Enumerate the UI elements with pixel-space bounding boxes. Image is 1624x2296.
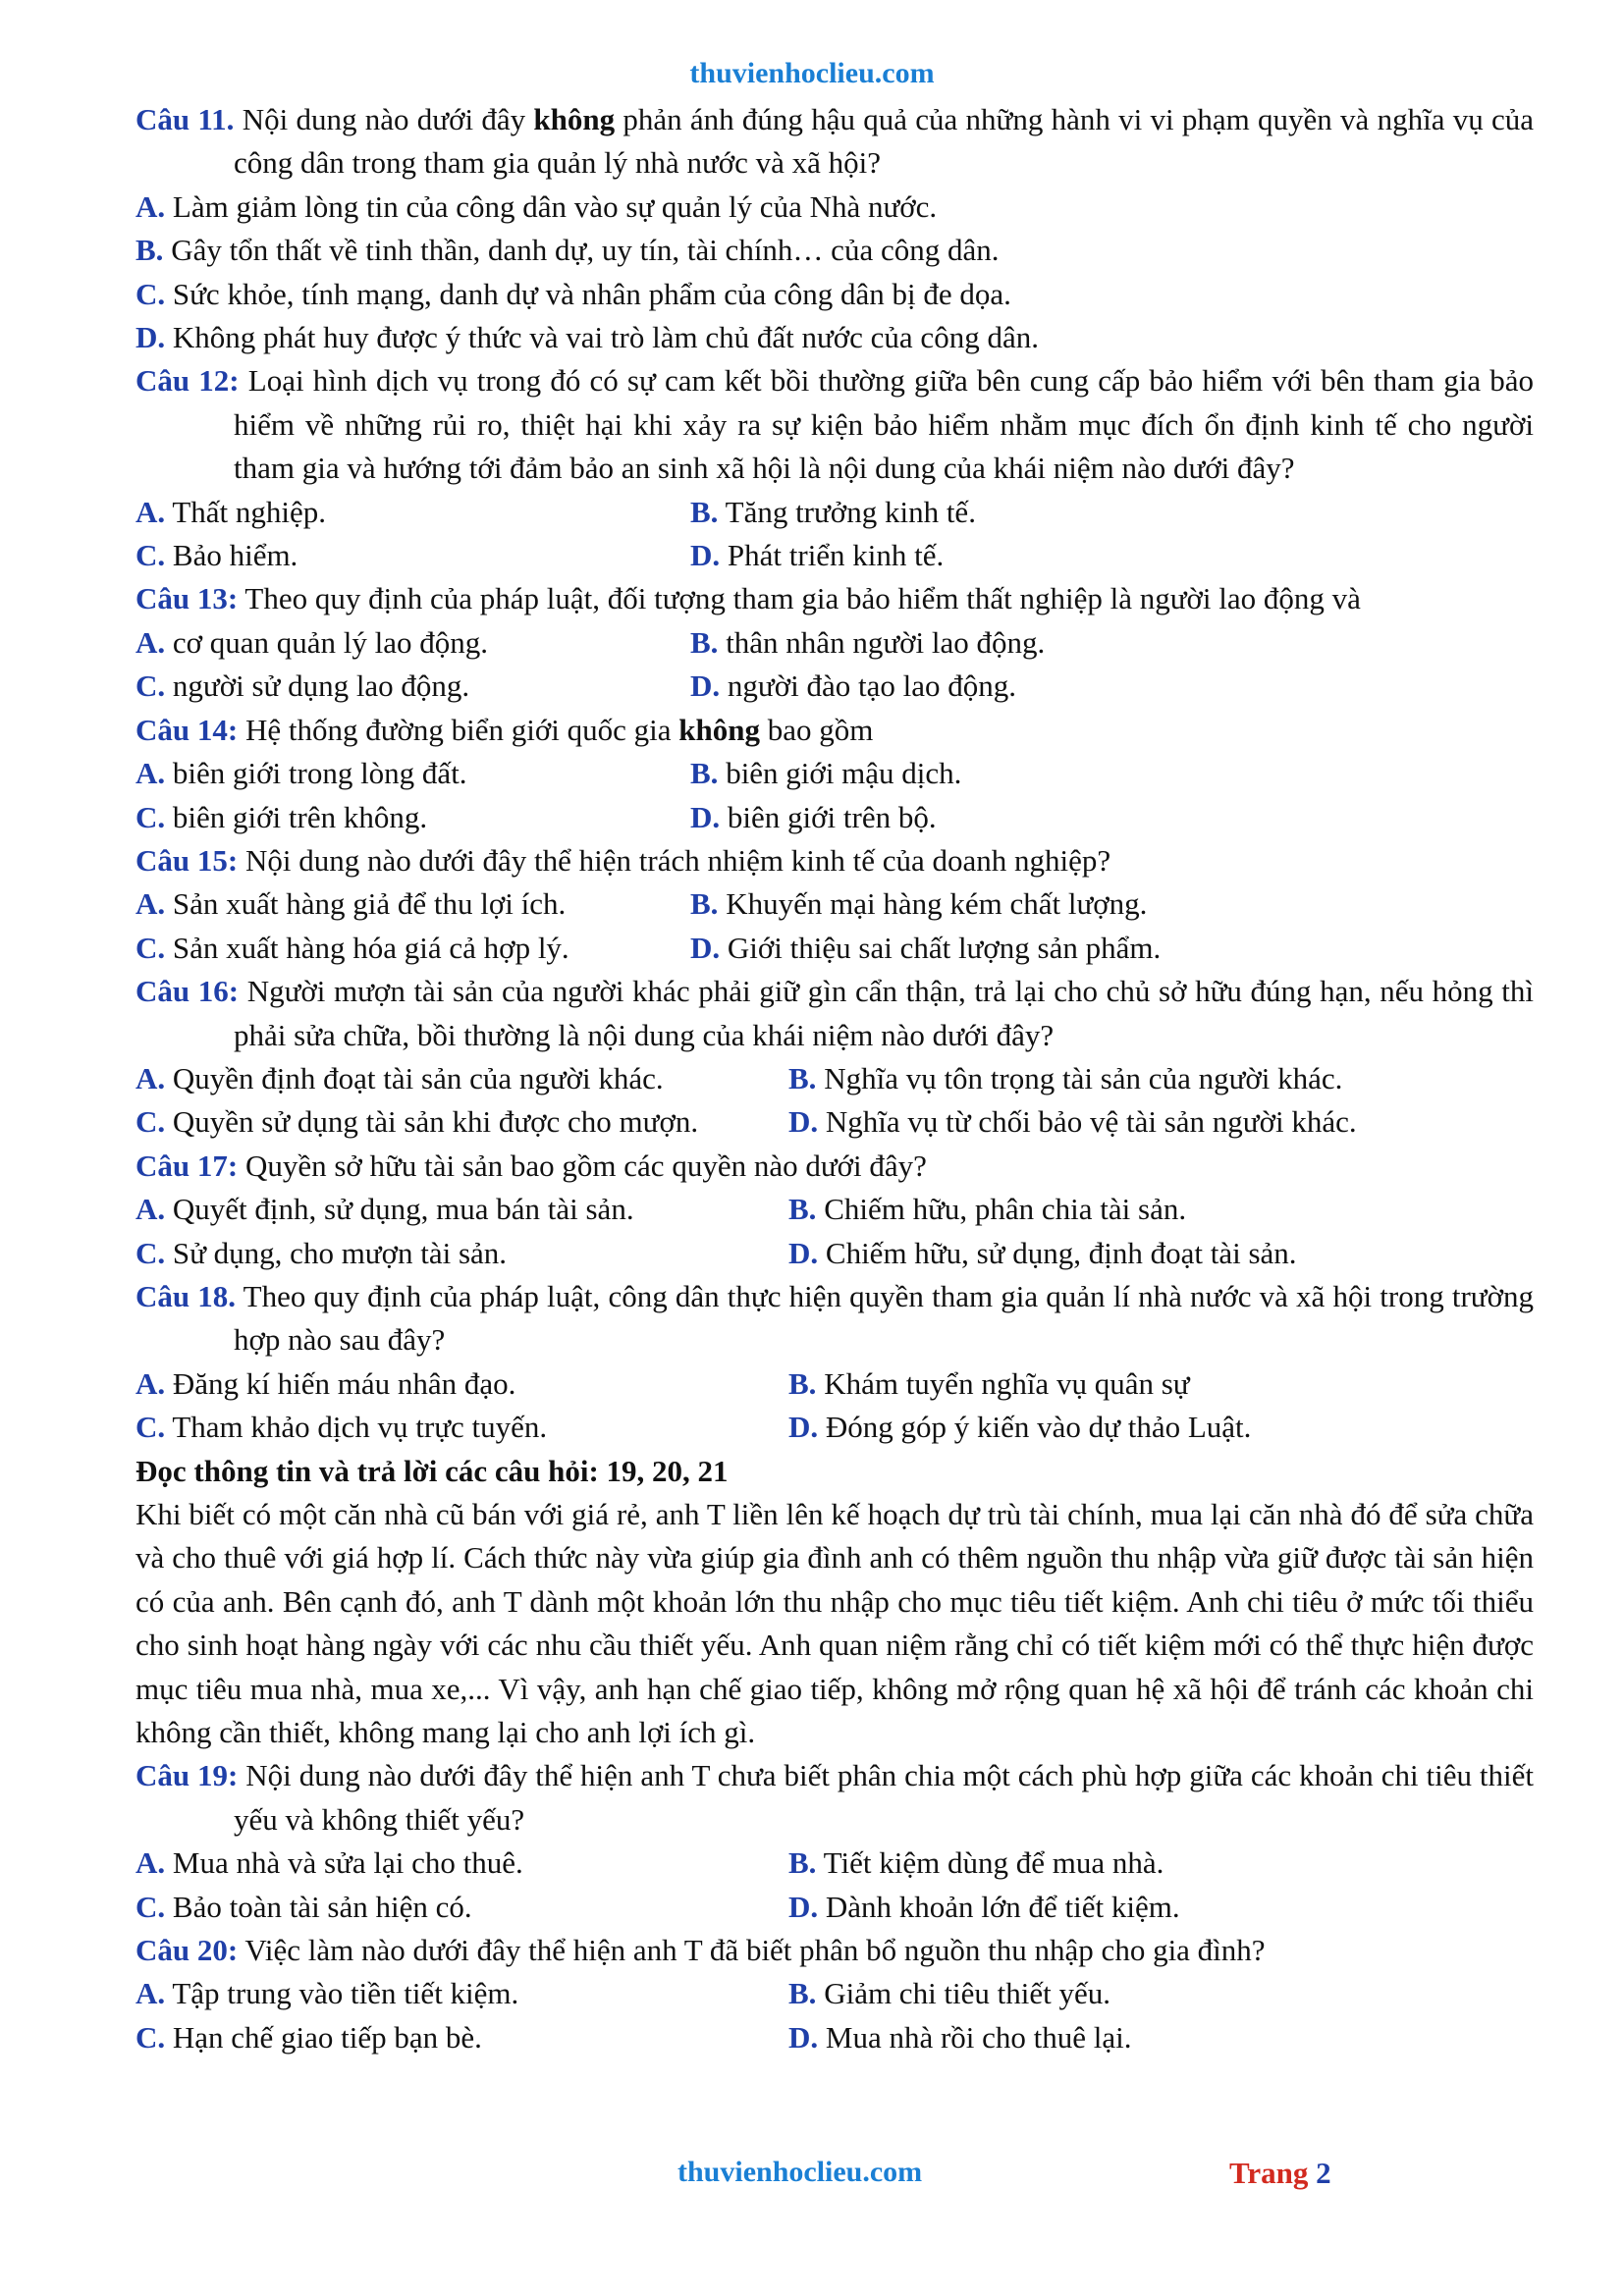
option-a: A. Quyết định, sử dụng, mua bán tài sản. bbox=[135, 1192, 634, 1227]
option-row bbox=[135, 1100, 1534, 1144]
option-a: A. Quyền định đoạt tài sản của người khác. bbox=[135, 1060, 664, 1095]
option-d: D. Đóng góp ý kiến vào dự thảo Luật. bbox=[788, 1410, 1252, 1445]
question-18 bbox=[135, 1275, 1534, 1362]
option-d: D. Phát triển kinh tế. bbox=[690, 538, 945, 573]
question-number: Câu 14: bbox=[135, 712, 239, 747]
option-row bbox=[135, 1188, 1534, 1231]
page-label: Trang bbox=[1229, 2156, 1309, 2190]
question-number: Câu 18. bbox=[135, 1278, 237, 1313]
option-row bbox=[135, 491, 1534, 534]
question-15 bbox=[135, 839, 1534, 882]
question-emphasis: không bbox=[533, 102, 616, 136]
option-a: A. Thất nghiệp. bbox=[135, 494, 327, 529]
option-d: D. biên giới trên bộ. bbox=[690, 799, 937, 834]
option-c: C. Hạn chế giao tiếp bạn bè. bbox=[135, 2019, 482, 2055]
option-a: A. Tập trung vào tiền tiết kiệm. bbox=[135, 1976, 519, 2011]
option-row bbox=[135, 796, 1534, 839]
option-row bbox=[135, 752, 1534, 795]
option-row bbox=[135, 534, 1534, 577]
option-row bbox=[135, 1842, 1534, 1885]
option-c: C. Quyền sử dụng tài sản khi được cho mượn. bbox=[135, 1104, 699, 1140]
option-row bbox=[135, 927, 1534, 970]
header-site: thuvienhoclieu.com bbox=[689, 57, 935, 89]
option-a: A. Sản xuất hàng giả để thu lợi ích. bbox=[135, 886, 567, 922]
page-number-value: 2 bbox=[1316, 2156, 1331, 2190]
question-13 bbox=[135, 577, 1534, 620]
question-number: Câu 11. bbox=[135, 102, 235, 136]
option-row bbox=[135, 1886, 1534, 1929]
question-11 bbox=[135, 98, 1534, 186]
question-text: Nội dung nào dưới đây thể hiện trách nhiệm kinh tế của doanh nghiệp? bbox=[238, 842, 1111, 878]
option-b: B. Tiết kiệm dùng để mua nhà. bbox=[788, 1845, 1164, 1881]
option-c: C. Sử dụng, cho mượn tài sản. bbox=[135, 1235, 508, 1270]
option-a: A. biên giới trong lòng đất. bbox=[135, 756, 467, 791]
question-text: Hệ thống đường biển giới quốc gia bbox=[238, 712, 679, 747]
question-number: Câu 16: bbox=[135, 974, 240, 1009]
exam-content bbox=[135, 98, 1534, 2059]
question-text: Loại hình dịch vụ trong đó có sự cam kết bồi thường giữa bên cung cấp bảo hiểm với bên tham gia bảo hiểm về những rủi ro, thiệt hại khi xảy ra sự kiện bảo hiểm nhằm mục đích ổn định kinh tế cho người tham gia và hướng tới đảm bảo an sinh xã hội là nội dung của khái niệm nào dưới đây? bbox=[234, 363, 1534, 486]
option-d: D. Giới thiệu sai chất lượng sản phẩm. bbox=[690, 930, 1162, 965]
question-12 bbox=[135, 359, 1534, 490]
option-a: A. Đăng kí hiến máu nhân đạo. bbox=[135, 1365, 516, 1401]
question-17 bbox=[135, 1145, 1534, 1188]
question-number: Câu 13: bbox=[135, 581, 239, 616]
question-text: Nội dung nào dưới đây thể hiện anh T chưa biết phân chia một cách phù hợp giữa các khoản chi tiêu thiết yếu và không thiết yếu? bbox=[234, 1758, 1534, 1837]
option-row bbox=[135, 665, 1534, 708]
question-19 bbox=[135, 1754, 1534, 1842]
question-text: Việc làm nào dưới đây thể hiện anh T đã biết phân bổ nguồn thu nhập cho gia đình? bbox=[238, 1933, 1266, 1968]
page-number bbox=[1229, 2156, 1331, 2191]
option-c: C. Sức khỏe, tính mạng, danh dự và nhân phẩm của công dân bị đe dọa. bbox=[135, 276, 1011, 311]
option-b: B. Khám tuyển nghĩa vụ quân sự bbox=[788, 1365, 1190, 1401]
option-b: B. thân nhân người lao động. bbox=[690, 624, 1046, 660]
option-row bbox=[135, 882, 1534, 926]
question-text: Quyền sở hữu tài sản bao gồm các quyền nào dưới đây? bbox=[238, 1148, 927, 1183]
question-number: Câu 12: bbox=[135, 363, 240, 399]
question-text: Người mượn tài sản của người khác phải giữ gìn cẩn thận, trả lại cho chủ sở hữu đúng hạn, nếu hỏng thì phải sửa chữa, bồi thường là nội dung của khái niệm nào dưới đây? bbox=[234, 974, 1534, 1052]
option-b: B. biên giới mậu dịch. bbox=[690, 756, 962, 791]
footer-site: thuvienhoclieu.com bbox=[677, 2156, 923, 2188]
option-c: C. Sản xuất hàng hóa giá cả hợp lý. bbox=[135, 930, 569, 965]
question-text: Theo quy định của pháp luật, đối tượng tham gia bảo hiểm thất nghiệp là người lao động và bbox=[238, 581, 1361, 616]
option-c: C. người sử dụng lao động. bbox=[135, 668, 470, 704]
option-d: D. Nghĩa vụ từ chối bảo vệ tài sản người khác. bbox=[788, 1104, 1357, 1140]
question-number: Câu 17: bbox=[135, 1148, 239, 1183]
option-a: A. Mua nhà và sửa lại cho thuê. bbox=[135, 1845, 523, 1881]
option-d: D. Dành khoản lớn để tiết kiệm. bbox=[788, 1889, 1180, 1924]
option-row bbox=[135, 621, 1534, 665]
question-number: Câu 20: bbox=[135, 1933, 239, 1968]
option-b: B. Gây tổn thất về tinh thần, danh dự, uy tín, tài chính… của công dân. bbox=[135, 233, 1000, 268]
option-d: D. Mua nhà rồi cho thuê lại. bbox=[788, 2019, 1132, 2055]
question-text: bao gồm bbox=[760, 712, 874, 747]
option-c: C. Tham khảo dịch vụ trực tuyến. bbox=[135, 1410, 548, 1445]
option-row bbox=[135, 1406, 1534, 1449]
option-b: B. Nghĩa vụ tôn trọng tài sản của người khác. bbox=[788, 1060, 1343, 1095]
option-c: C. biên giới trên không. bbox=[135, 799, 428, 834]
question-14 bbox=[135, 709, 1534, 752]
option-row bbox=[135, 1057, 1534, 1100]
option-row bbox=[135, 1232, 1534, 1275]
question-16 bbox=[135, 970, 1534, 1057]
reading-passage: Khi biết có một căn nhà cũ bán với giá rẻ, anh T liền lên kế hoạch dự trù tài chính, mua lại căn nhà đó để sửa chữa và cho thuê với giá hợp lí. Cách thức này vừa giúp gia đình anh có thêm nguồn thu nhập vừa giữ được tài sản hiện có của anh. Bên cạnh đó, anh T dành một khoản lớn thu nhập cho mục tiêu tiết kiệm. Anh chi tiêu ở mức tối thiểu cho sinh hoạt hàng ngày với các nhu cầu thiết yếu. Anh quan niệm rằng chỉ có tiết kiệm mới có thể thực hiện được mục tiêu mua nhà, mua xe,... Vì vậy, anh hạn chế giao tiếp, không mở rộng quan hệ xã hội để tránh các khoản chi không cần thiết, không mang lại cho anh lợi ích gì. bbox=[135, 1497, 1534, 1750]
option-d: D. Không phát huy được ý thức và vai trò làm chủ đất nước của công dân. bbox=[135, 320, 1039, 355]
question-text: phản ánh đúng hậu quả của những hành vi vi phạm quyền và nghĩa vụ của công dân trong tham gia quản lý nhà nước và xã hội? bbox=[234, 102, 1535, 181]
question-number: Câu 15: bbox=[135, 842, 239, 878]
question-number: Câu 19: bbox=[135, 1758, 239, 1793]
question-20 bbox=[135, 1929, 1534, 1972]
option-b: B. Chiếm hữu, phân chia tài sản. bbox=[788, 1192, 1187, 1227]
option-b: B. Giảm chi tiêu thiết yếu. bbox=[788, 1976, 1111, 2011]
option-c: C. Bảo hiểm. bbox=[135, 538, 298, 573]
option-row bbox=[135, 1972, 1534, 2015]
question-emphasis: không bbox=[678, 712, 761, 747]
option-d: D. Chiếm hữu, sử dụng, định đoạt tài sản. bbox=[788, 1235, 1297, 1270]
option-row bbox=[135, 1362, 1534, 1406]
option-b: B. Tăng trưởng kinh tế. bbox=[690, 494, 976, 529]
option-d: D. người đào tạo lao động. bbox=[690, 668, 1016, 704]
reading-title: Đọc thông tin và trả lời các câu hỏi: 19, 20, 21 bbox=[135, 1453, 729, 1488]
option-a: A. Làm giảm lòng tin của công dân vào sự quản lý của Nhà nước. bbox=[135, 188, 938, 224]
option-c: C. Bảo toàn tài sản hiện có. bbox=[135, 1889, 472, 1924]
question-text: Theo quy định của pháp luật, công dân thực hiện quyền tham gia quản lí nhà nước và xã hội trong trường hợp nào sau đây? bbox=[234, 1278, 1534, 1358]
option-row bbox=[135, 2016, 1534, 2059]
option-b: B. Khuyến mại hàng kém chất lượng. bbox=[690, 886, 1148, 922]
question-text: Nội dung nào dưới đây bbox=[234, 102, 534, 136]
option-a: A. cơ quan quản lý lao động. bbox=[135, 624, 489, 660]
